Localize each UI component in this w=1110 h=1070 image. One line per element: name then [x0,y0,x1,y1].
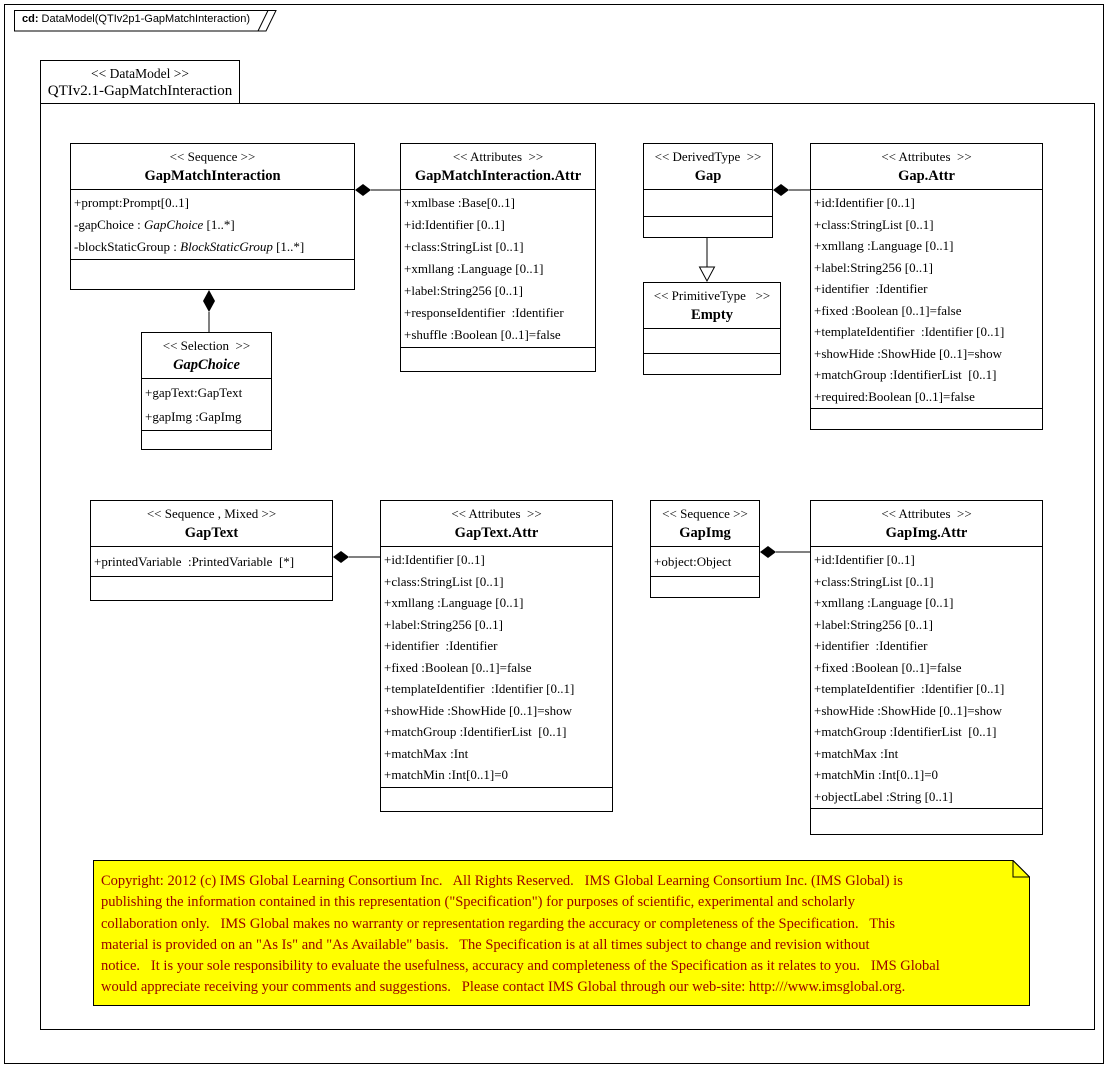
copyright-line: Copyright: 2012 (c) IMS Global Learning Consortium Inc. All Rights Reserved. IMS Global Learning Consortium Inc. (IMS Global) is [101,873,903,889]
attribute-row: +printedVariable :PrintedVariable [*] [94,554,295,569]
attribute-row: +matchGroup :IdentifierList [0..1] [814,724,997,739]
stereotype-label: << Attributes >> [452,149,544,164]
class-header [651,501,759,546]
copyright-line: notice. It is your sole responsibility to evaluate the usefulness, accuracy and completeness of the Specification as it relates to you. IMS Global [101,958,940,975]
attribute-row: +required:Boolean [0..1]=false [814,388,975,404]
class-box-gaptext[interactable] [90,500,333,601]
attribute-row: +matchMin :Int[0..1]=0 [384,767,509,782]
class-box-gap-attr[interactable] [810,143,1043,430]
operations-compartment [644,353,780,374]
attribute-row: +xmlbase :Base[0..1] [404,195,515,210]
operations-compartment [71,259,354,289]
attribute-row: +fixed :Boolean [0..1]=false [814,302,962,318]
attribute-row: +matchGroup :IdentifierList [0..1] [814,367,997,382]
attribute-row: +showHide :ShowHide [0..1]=show [384,702,572,718]
class-header [381,501,612,546]
attribute-row: +fixed :Boolean [0..1]=false [384,659,532,675]
attribute-row: +xmllang :Language [0..1] [814,595,954,610]
class-name: GapChoice [173,357,240,373]
copyright-note[interactable] [93,860,1030,1006]
attribute-row: -blockStaticGroup : BlockStaticGroup [1..*] [74,239,305,254]
attribute-compartment [644,328,780,353]
attribute-row: +templateIdentifier :Identifier [0..1] [814,324,1005,339]
attribute-compartment [142,378,271,430]
class-header [644,283,780,328]
class-header [811,501,1042,546]
class-name: GapImg [679,525,731,541]
stereotype-label: << PrimitiveType >> [653,288,771,303]
stereotype-label: << Sequence >> [169,149,256,164]
stereotype-label: << Selection >> [162,338,251,353]
operations-compartment [811,808,1042,834]
class-header [811,144,1042,189]
class-name: GapImg.Attr [885,525,968,541]
class-box-gap[interactable] [643,143,773,238]
attribute-row: +label:String256 [0..1] [384,616,503,632]
attribute-row: +gapText:GapText [145,385,243,400]
attribute-row: +identifier :Identifier [814,281,928,296]
attribute-row: +label:String256 [0..1] [814,616,933,632]
attribute-row: +matchMin :Int[0..1]=0 [814,767,939,782]
class-box-empty[interactable] [643,282,781,375]
class-header [142,333,271,378]
class-box-gaptext-attr[interactable] [380,500,613,812]
package-stereotype: << DataModel >> [91,66,189,81]
attribute-row: +xmllang :Language [0..1] [814,238,954,253]
attribute-compartment [381,546,612,787]
class-name: Gap [694,168,722,184]
attribute-row: +id:Identifier [0..1] [814,552,915,567]
attribute-row: +class:StringList [0..1] [404,239,524,254]
attribute-row: +class:StringList [0..1] [814,573,934,589]
frame-tab-prefix: cd: [22,13,39,25]
attribute-row: +xmllang :Language [0..1] [384,595,524,610]
attribute-row: +id:Identifier [0..1] [404,217,505,232]
stereotype-label: << Attributes >> [881,506,972,521]
class-name: GapText.Attr [454,525,539,541]
copyright-text [93,860,1030,999]
class-box-gapimg[interactable] [650,500,760,598]
frame-tab-title: DataModel(QTIv2p1-GapMatchInteraction) [38,13,251,25]
attribute-row: +identifier :Identifier [814,638,928,653]
class-header [71,144,354,189]
attribute-compartment [644,189,772,216]
attribute-row: +matchMax :Int [384,745,469,761]
stereotype-label: << DerivedType >> [654,149,762,164]
operations-compartment [644,216,772,237]
attribute-row: +fixed :Boolean [0..1]=false [814,659,962,675]
operations-compartment [142,430,271,449]
attribute-row: +showHide :ShowHide [0..1]=show [814,702,1002,718]
attribute-compartment [811,546,1042,808]
attribute-row: +prompt:Prompt[0..1] [74,195,189,210]
attribute-row: +xmllang :Language [0..1] [404,261,544,276]
attribute-compartment [651,546,759,576]
attribute-row: +label:String256 [0..1] [404,283,523,298]
package-name: QTIv2.1-GapMatchInteraction [47,83,233,99]
copyright-line: material is provided on an "As Is" and "As Available" basis. The Specification is at all times subject to change and revision without [101,936,870,953]
attribute-row: +templateIdentifier :Identifier [0..1] [384,681,575,696]
attribute-row: +shuffle :Boolean [0..1]=false [404,327,561,342]
frame-tab-label [22,13,250,25]
attribute-row: +id:Identifier [0..1] [814,195,915,210]
operations-compartment [401,347,595,371]
stereotype-label: << Sequence , Mixed >> [146,506,277,521]
attribute-row: +matchMax :Int [814,745,899,761]
attribute-row: +templateIdentifier :Identifier [0..1] [814,681,1005,696]
attribute-row: +identifier :Identifier [384,638,498,653]
attribute-row: +object:Object [654,554,732,569]
attribute-compartment [71,189,354,259]
copyright-line: collaboration only. IMS Global makes no warranty or representation regarding the accuracy or completeness of the Specification. This [101,915,896,932]
attribute-row: +label:String256 [0..1] [814,259,933,275]
attribute-row: +matchGroup :IdentifierList [0..1] [384,724,567,739]
class-name: GapMatchInteraction.Attr [414,168,582,184]
class-box-gapchoice[interactable] [141,332,272,450]
class-name: GapMatchInteraction [144,168,281,184]
attribute-row: +showHide :ShowHide [0..1]=show [814,345,1002,361]
operations-compartment [811,408,1042,429]
class-box-gapimg-attr[interactable] [810,500,1043,835]
attribute-row: +class:StringList [0..1] [814,216,934,232]
frame-tab [14,10,286,32]
class-box-gapmatchinteraction[interactable] [70,143,355,290]
class-header [644,144,772,189]
operations-compartment [651,576,759,597]
attribute-compartment [811,189,1042,408]
operations-compartment [91,576,332,600]
attribute-compartment [401,189,595,347]
stereotype-label: << Sequence >> [662,506,748,521]
attribute-compartment [91,546,332,576]
copyright-line: publishing the information contained in this representation ("Specification") for purposes of scientific, experimental and scholarly [101,894,855,911]
class-box-gapmatchinteraction-attr[interactable] [400,143,596,372]
operations-compartment [381,787,612,812]
class-header [91,501,332,546]
attribute-row: +class:StringList [0..1] [384,573,504,589]
class-header [401,144,595,189]
class-name: GapText [184,525,239,541]
package-header[interactable] [40,60,240,104]
attribute-row: -gapChoice : GapChoice [1..*] [74,217,235,232]
class-name: Gap.Attr [898,168,955,184]
attribute-row: +id:Identifier [0..1] [384,552,485,567]
stereotype-label: << Attributes >> [881,149,972,164]
class-name: Empty [691,307,733,323]
stereotype-label: << Attributes >> [451,506,542,521]
attribute-row: +objectLabel :String [0..1] [814,788,953,804]
attribute-row: +gapImg :GapImg [145,409,242,424]
attribute-row: +responseIdentifier :Identifier [404,305,564,320]
copyright-line: would appreciate receiving your comments and suggestions. Please contact IMS Global through our web-site: http:///www.imsglobal.org. [101,979,906,996]
